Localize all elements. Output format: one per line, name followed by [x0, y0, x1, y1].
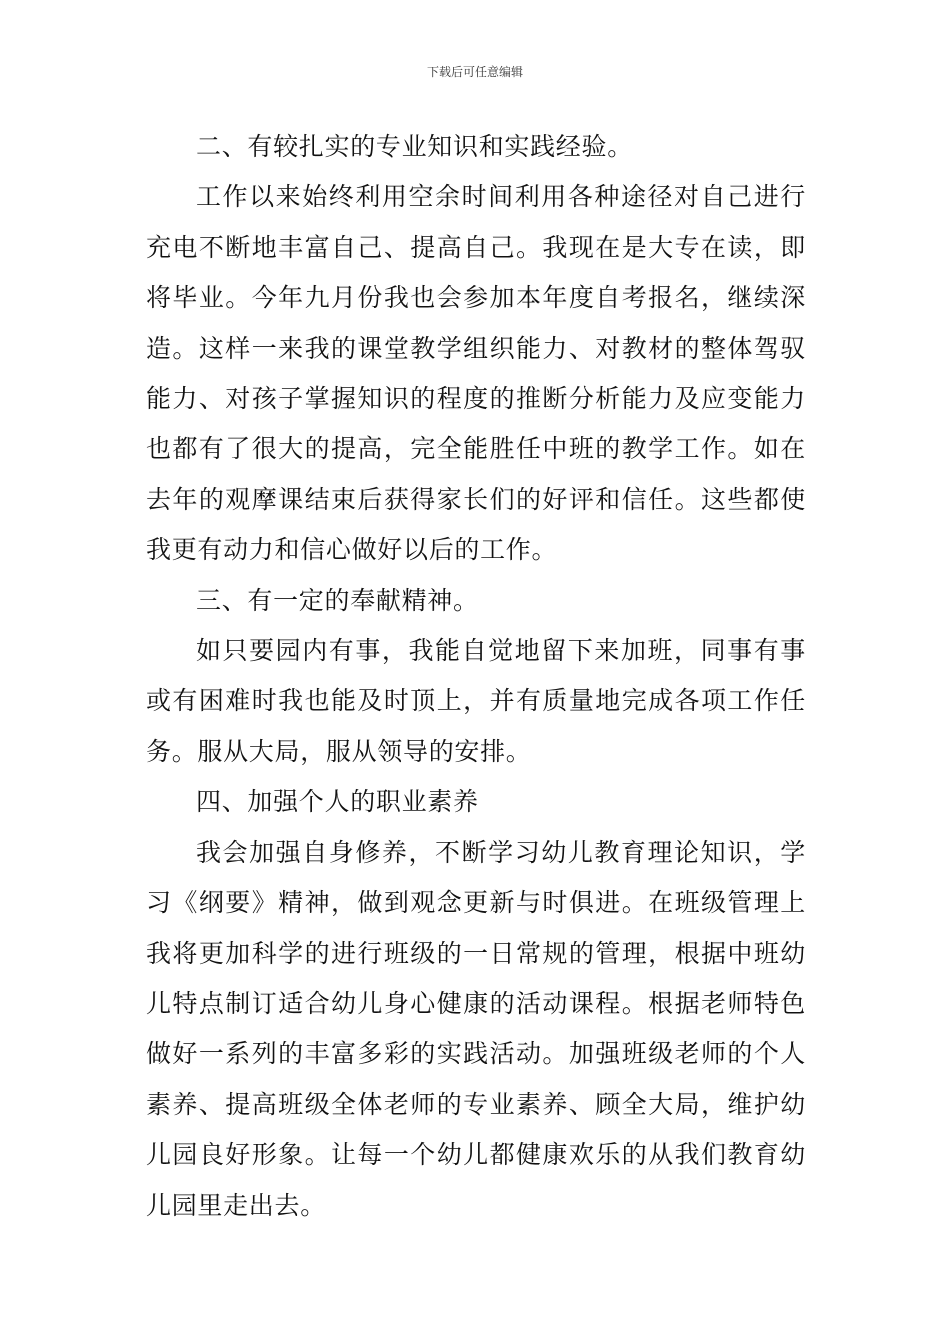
document-body	[146, 122, 806, 1231]
section-heading-3: 三、有一定的奉献精神。	[196, 585, 479, 615]
body-paragraph: 工作以来始终利用空余时间利用各种途径对自己进行充电不断地丰富自己、提高自己。我现在是大专在读，即将毕业。今年九月份我也会参加本年度自考报名，继续深造。这样一来我的课堂教学组织能力、对教材的整体驾驭能力、对孩子掌握知识的程度的推断分析能力及应变能力也都有了很大的提高，完全能胜任中班的教学工作。如在去年的观摩课结束后获得家长们的好评和信任。这些都使我更有动力和信心做好以后的工作。	[146, 182, 806, 565]
body-paragraph: 如只要园内有事，我能自觉地留下来加班，同事有事或有困难时我也能及时顶上，并有质量地完成各项工作任务。服从大局，服从领导的安排。	[146, 636, 806, 766]
page-header-note: 下载后可任意编辑	[426, 65, 523, 79]
body-paragraph: 我会加强自身修养，不断学习幼儿教育理论知识，学习《纲要》精神，做到观念更新与时俱进。在班级管理上我将更加科学的进行班级的一日常规的管理，根据中班幼儿特点制订适合幼儿身心健康的活动课程。根据老师特色做好一系列的丰富多彩的实践活动。加强班级老师的个人素养、提高班级全体老师的专业素养、顾全大局，维护幼儿园良好形象。让每一个幼儿都健康欢乐的从我们教育幼儿园里走出去。	[146, 837, 806, 1220]
section-heading-2: 二、有较扎实的专业知识和实践经验。	[196, 132, 633, 161]
section-heading-4: 四、加强个人的职业素养	[196, 787, 479, 817]
